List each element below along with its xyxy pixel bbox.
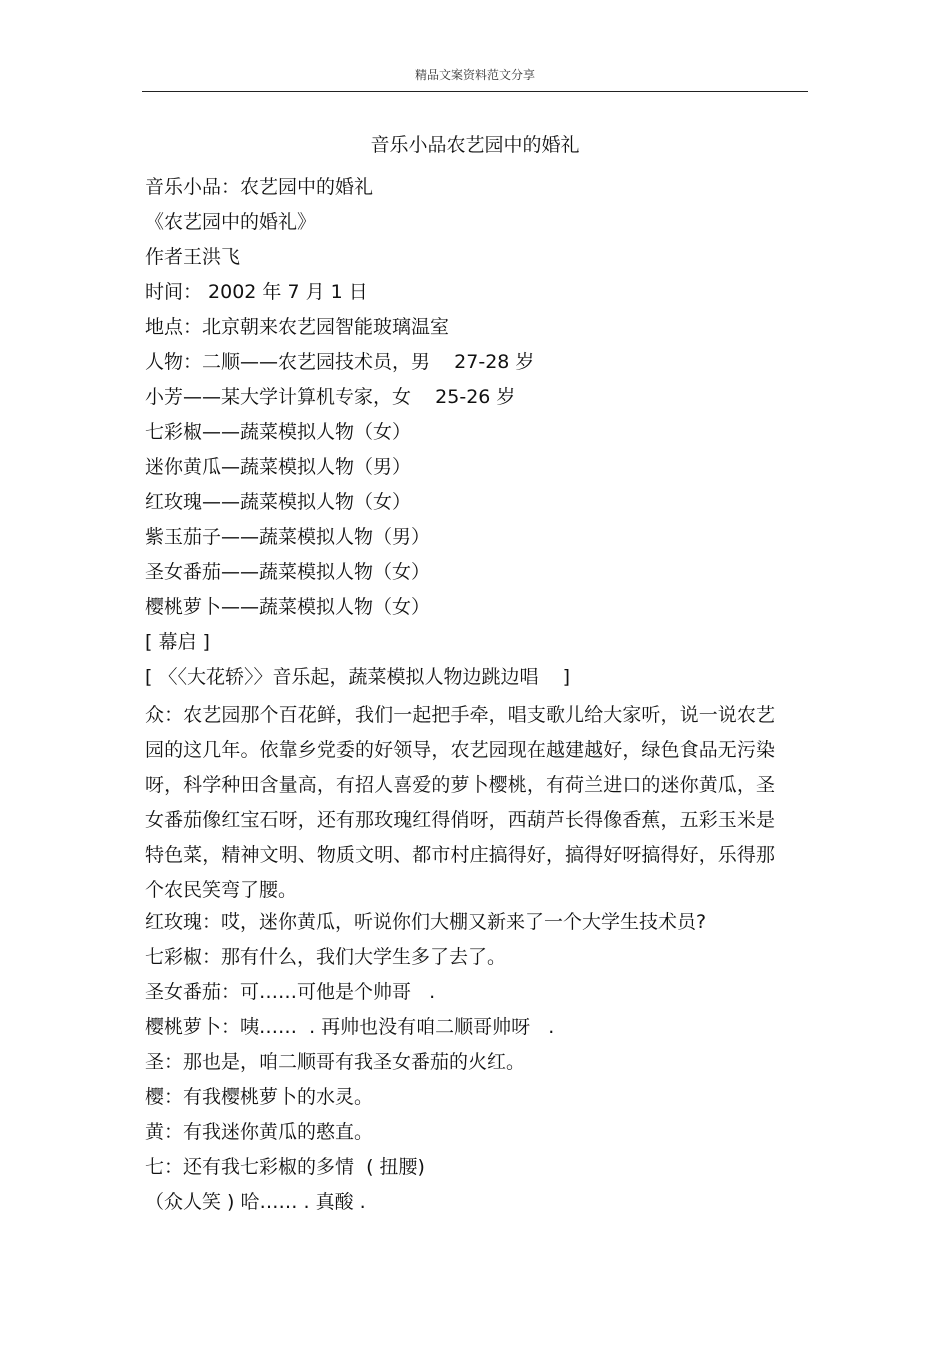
chorus-paragraph: 众：农艺园那个百花鲜，我们一起把手牵，唱支歌儿给大家听，说一说农艺园的这几年。依靠乡党委的好领导，农艺园现在越建越好，绿色食品无污染呀，科学种田含量高，有招人喜爱的萝卜樱桃，有荷兰进口的迷你黄瓜，圣女番茄像红宝石呀，还有那玫瑰红得俏呀，西葫芦长得像香蕉，五彩玉米是特色菜，精神文明、物质文明、都市村庄搞得好，搞得好呀搞得好，乐得那个农民笑弯了腰。 [145,704,775,901]
header-divider [142,91,808,92]
play-title-line: 《农艺园中的婚礼》 [145,211,317,233]
subtitle-line: 音乐小品：农艺园中的婚礼 [145,176,374,198]
document-body [145,173,775,1223]
character-line: 红玫瑰——蔬菜模拟人物（女） [145,491,412,513]
dialogue-line: 七：还有我七彩椒的多情 ( 扭腰) [145,1156,425,1178]
stage-direction: [ 〈〈大花轿〉〉音乐起，蔬菜模拟人物边跳边唱 ] [145,666,571,688]
character-line: 人物：二顺——农艺园技术员，男 27-28 岁 [145,351,535,373]
character-line: 迷你黄瓜—蔬菜模拟人物（男） [145,456,412,478]
page-header: 精品文案资料范文分享 [414,68,535,82]
author-line: 作者王洪飞 [145,246,241,268]
dialogue-line: 圣：那也是，咱二顺哥有我圣女番茄的火红。 [145,1051,526,1073]
character-line: 圣女番茄——蔬菜模拟人物（女） [145,561,431,583]
dialogue-line: 黄：有我迷你黄瓜的憨直。 [145,1121,374,1143]
stage-direction: [ 幕启 ] [145,631,210,653]
character-line: 小芳——某大学计算机专家，女 25-26 岁 [145,386,516,408]
time-line: 时间： 2002 年 7 月 1 日 [145,281,368,303]
dialogue-line: 樱：有我樱桃萝卜的水灵。 [145,1086,374,1108]
dialogue-line: 红玫瑰：哎，迷你黄瓜，听说你们大棚又新来了一个大学生技术员? [145,911,707,933]
dialogue-line: 七彩椒：那有什么，我们大学生多了去了。 [145,946,507,968]
dialogue-line: 圣女番茄：可……可他是个帅哥 . [145,981,436,1003]
character-line: 七彩椒——蔬菜模拟人物（女） [145,421,412,443]
character-line: 樱桃萝卜——蔬菜模拟人物（女） [145,596,431,618]
dialogue-line: （众人笑 ) 哈…… . 真酸 . [145,1191,366,1213]
location-line: 地点：北京朝来农艺园智能玻璃温室 [145,316,450,338]
character-line: 紫玉茄子——蔬菜模拟人物（男） [145,526,431,548]
document-title: 音乐小品农艺园中的婚礼 [370,134,580,156]
dialogue-line: 樱桃萝卜：咦…… . 再帅也没有咱二顺哥帅呀 . [145,1016,555,1038]
